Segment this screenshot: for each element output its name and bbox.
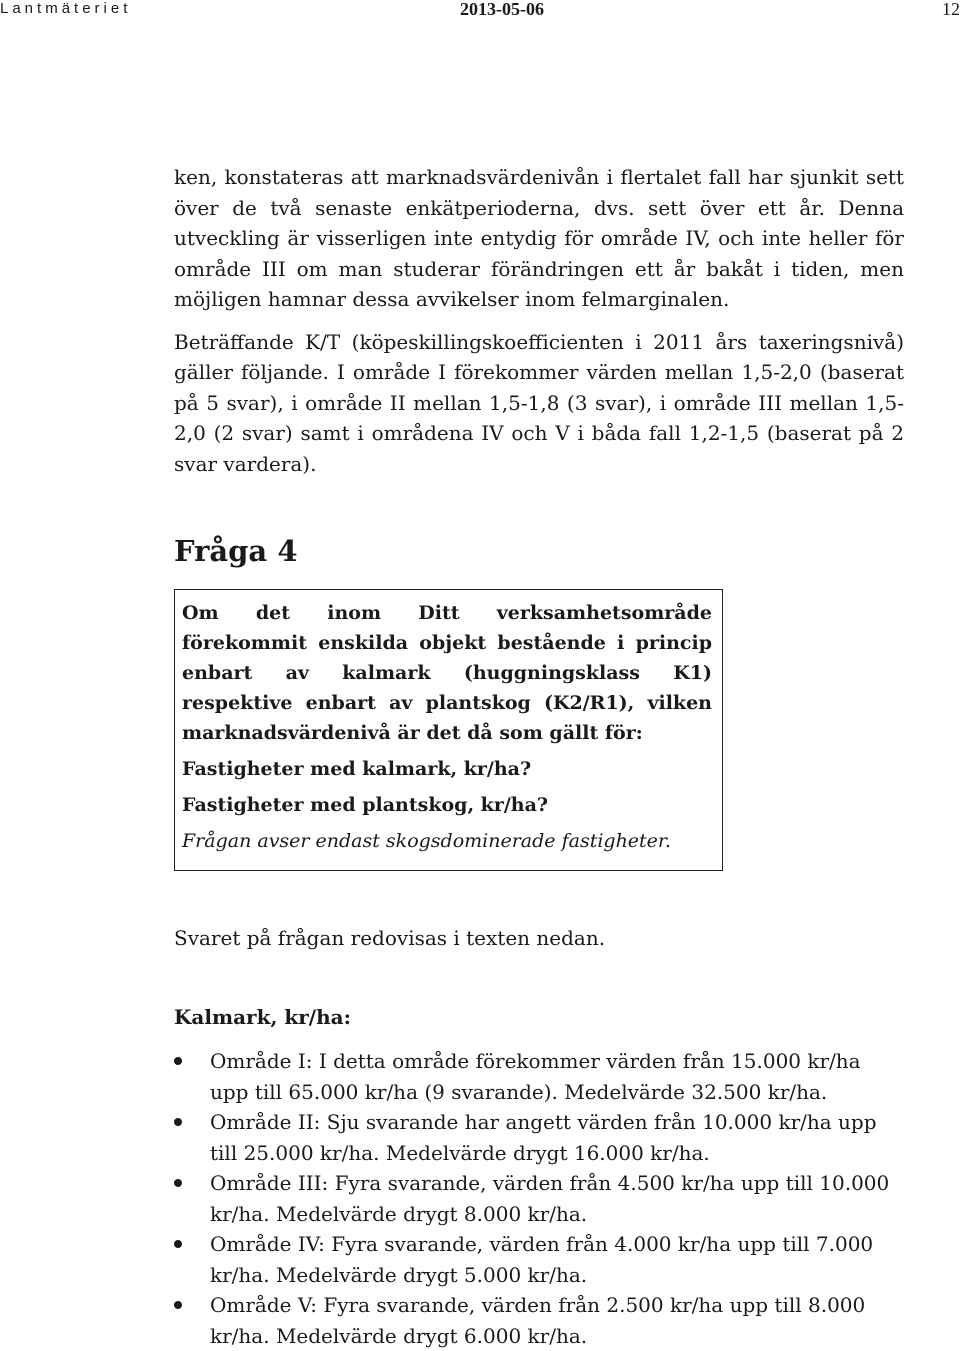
kalmark-list <box>174 1046 894 1351</box>
paragraph-kt-coefficient: Beträffande K/T (köpeskillingskoefficienten i 2011 års taxeringsnivå) gäller följande. I område I förekommer värden mellan 1,5-2,0 (baserat på 5 svar), i område II mellan 1,5-1,8 (3 svar), i område III mellan 1,5-2,0 (2 svar) samt i områdena IV och V i båda fall 1,2-1,5 (baserat på 2 svar vardera). <box>174 329 904 476</box>
question-note: Frågan avser endast skogsdominerade fastigheter. <box>182 830 671 852</box>
document-body <box>174 162 904 1351</box>
question-text: Om det inom Ditt verksamhetsområde förekommit enskilda objekt bestående i princip enbart av kalmark (huggningsklass K1) respektive enbart av plantskog (K2/R1), vilken marknadsvärdenivå är det då som gällt för: <box>182 602 712 744</box>
header-organization: Lantmäteriet <box>0 0 132 17</box>
answer-intro: Svaret på frågan redovisas i texten nedan. <box>174 926 606 950</box>
list-item: Område III: Fyra svarande, värden från 4.500 kr/ha upp till 10.000 kr/ha. Medelvärde drygt 8.000 kr/ha. <box>174 1168 894 1229</box>
paragraph-market-trend: ken, konstateras att marknadsvärdenivån i flertalet fall har sjunkit sett över de två senaste enkätperioderna, dvs. sett över ett år. Denna utveckling är visserligen inte entydig för område IV, och inte heller för område III om man studerar förändringen ett år bakåt i tiden, men möjligen hamnar dessa avvikelser inom felmarginalen. <box>174 165 904 311</box>
page-number: 12 <box>942 0 960 19</box>
list-item: Område I: I detta område förekommer värden från 15.000 kr/ha upp till 65.000 kr/ha (9 svarande). Medelvärde 32.500 kr/ha. <box>174 1046 894 1107</box>
question-box <box>174 589 723 871</box>
question-line-plantskog: Fastigheter med plantskog, kr/ha? <box>182 794 549 816</box>
header-date: 2013-05-06 <box>460 0 544 19</box>
kalmark-heading: Kalmark, kr/ha: <box>174 1004 351 1029</box>
question-line-kalmark: Fastigheter med kalmark, kr/ha? <box>182 758 532 780</box>
list-item: Område IV: Fyra svarande, värden från 4.000 kr/ha upp till 7.000 kr/ha. Medelvärde drygt 5.000 kr/ha. <box>174 1229 894 1290</box>
list-item: Område II: Sju svarande har angett värden från 10.000 kr/ha upp till 25.000 kr/ha. Medelvärde drygt 16.000 kr/ha. <box>174 1107 894 1168</box>
question-heading: Fråga 4 <box>174 534 298 568</box>
list-item: Område V: Fyra svarande, värden från 2.500 kr/ha upp till 8.000 kr/ha. Medelvärde drygt 6.000 kr/ha. <box>174 1290 894 1351</box>
